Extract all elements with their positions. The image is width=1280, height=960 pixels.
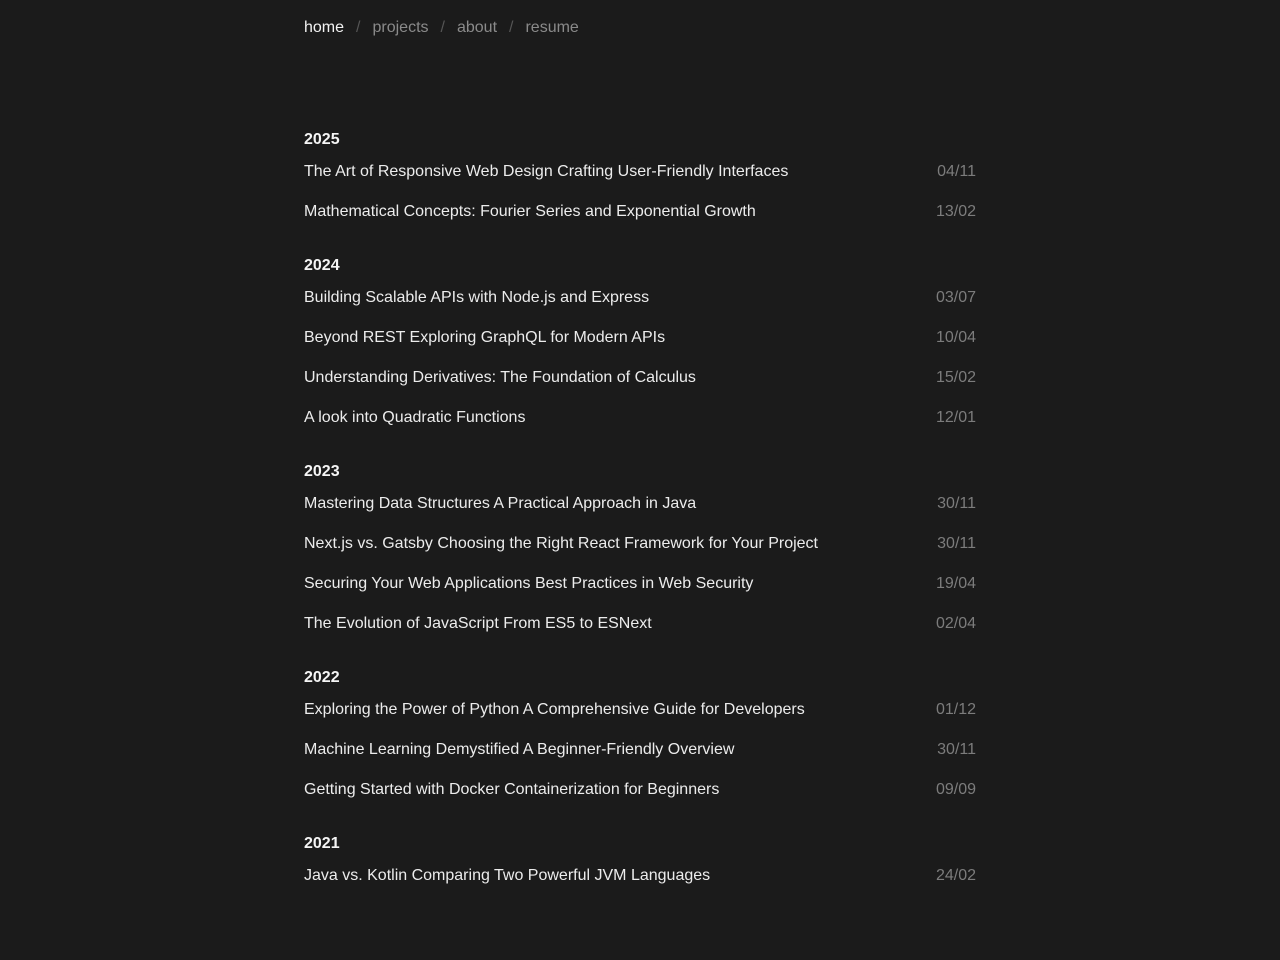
post-title: Mastering Data Structures A Practical Approach in Java (304, 495, 697, 512)
post-title: Securing Your Web Applications Best Practices in Web Security (304, 575, 754, 592)
post-item[interactable] (304, 287, 976, 309)
post-item[interactable] (304, 739, 976, 761)
post-date: 30/11 (937, 741, 976, 758)
nav-link-resume[interactable]: resume (525, 19, 579, 36)
post-item[interactable] (304, 367, 976, 389)
nav-separator: / (440, 19, 445, 36)
nav-link-home[interactable]: home (304, 19, 345, 36)
year-group-2025 (304, 129, 976, 223)
post-title: Mathematical Concepts: Fourier Series and Exponential Growth (304, 203, 756, 220)
post-title: Machine Learning Demystified A Beginner-Friendly Overview (304, 741, 735, 758)
post-date: 19/04 (935, 575, 976, 592)
year-heading: 2025 (304, 131, 340, 148)
post-title: Beyond REST Exploring GraphQL for Modern APIs (304, 329, 666, 346)
year-group-2021 (304, 833, 976, 887)
post-title: The Evolution of JavaScript From ES5 to ESNext (304, 615, 652, 632)
post-title: Building Scalable APIs with Node.js and Express (304, 289, 650, 306)
post-date: 01/12 (935, 701, 976, 718)
nav-separator: / (509, 19, 514, 36)
post-date: 09/09 (935, 781, 976, 798)
post-item[interactable] (304, 201, 976, 223)
year-group-2022 (304, 667, 976, 801)
post-title: The Art of Responsive Web Design Crafting User-Friendly Interfaces (304, 163, 789, 180)
nav-separator: / (356, 19, 361, 36)
post-title: Exploring the Power of Python A Comprehensive Guide for Developers (304, 701, 805, 718)
year-group-2024 (304, 255, 976, 429)
post-item[interactable] (304, 161, 976, 183)
post-date: 10/04 (935, 329, 976, 346)
year-heading: 2023 (304, 463, 340, 480)
year-group-2023 (304, 461, 976, 635)
post-item[interactable] (304, 573, 976, 595)
post-title: Understanding Derivatives: The Foundation of Calculus (304, 369, 696, 386)
year-heading: 2024 (304, 257, 340, 274)
post-item[interactable] (304, 699, 976, 721)
post-date: 30/11 (937, 535, 976, 552)
post-date: 15/02 (935, 369, 976, 386)
year-heading: 2021 (304, 835, 340, 852)
post-title: Getting Started with Docker Containerization for Beginners (304, 781, 720, 798)
post-date: 13/02 (935, 203, 976, 220)
post-item[interactable] (304, 779, 976, 801)
post-date: 30/11 (937, 495, 976, 512)
post-date: 03/07 (935, 289, 976, 306)
year-heading: 2022 (304, 669, 340, 686)
post-item[interactable] (304, 407, 976, 429)
post-item[interactable] (304, 865, 976, 887)
nav-link-projects[interactable]: projects (372, 19, 429, 36)
post-date: 02/04 (935, 615, 976, 632)
post-item[interactable] (304, 327, 976, 349)
nav-link-about[interactable]: about (456, 19, 498, 36)
post-list (304, 129, 976, 919)
post-date: 12/01 (935, 409, 976, 426)
post-item[interactable] (304, 613, 976, 635)
post-title: Java vs. Kotlin Comparing Two Powerful JVM Languages (304, 867, 711, 884)
post-title: A look into Quadratic Functions (304, 409, 526, 426)
post-item[interactable] (304, 493, 976, 515)
top-nav (304, 17, 579, 39)
post-date: 04/11 (937, 163, 976, 180)
post-date: 24/02 (935, 867, 976, 884)
post-title: Next.js vs. Gatsby Choosing the Right React Framework for Your Project (304, 535, 818, 552)
post-item[interactable] (304, 533, 976, 555)
